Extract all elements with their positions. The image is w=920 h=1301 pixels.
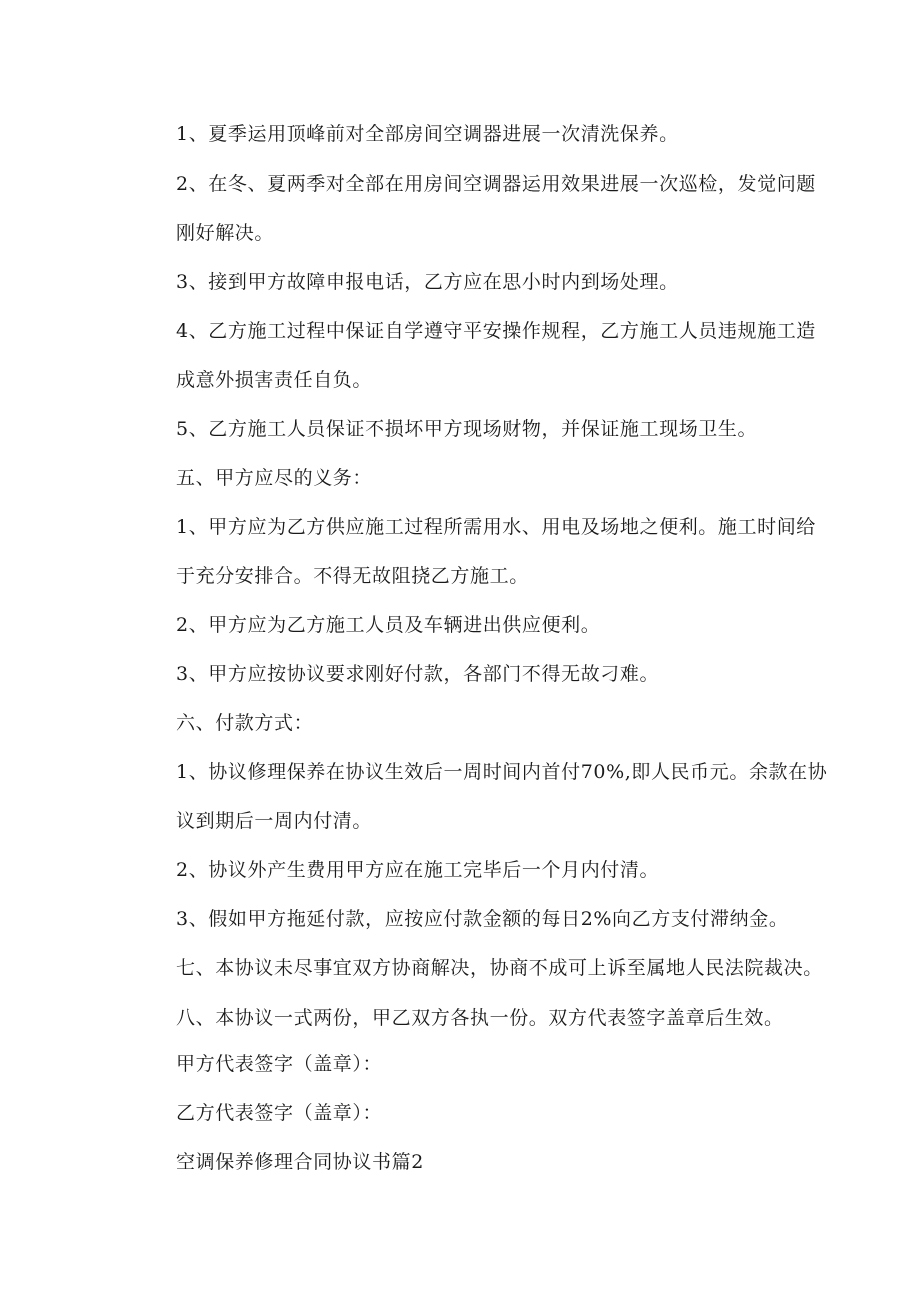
section-6-heading: 六、付款方式：: [176, 712, 314, 734]
party-b-signature: 乙方代表签字（盖章）：: [176, 1102, 383, 1124]
next-article-title: 空调保养修理合同协议书篇2: [176, 1151, 424, 1173]
clause-6-item-1-cont: 议到期后一周内付清。: [176, 810, 373, 832]
clause-4-item-3: 3、接到甲方故障申报电话，乙方应在思小时内到场处理。: [176, 271, 679, 293]
clause-5-item-1: 1、甲方应为乙方供应施工过程所需用水、用电及场地之便利。施工时间给: [176, 516, 816, 538]
clause-5-item-3: 3、甲方应按协议要求刚好付款，各部门不得无故刁难。: [176, 663, 660, 685]
clause-6-item-1: 1、协议修理保养在协议生效后一周时间内首付70%,即人民币元。余款在协: [176, 761, 828, 783]
clause-4-item-2-cont: 刚好解决。: [176, 222, 275, 244]
section-5-heading: 五、甲方应尽的义务：: [176, 467, 373, 489]
clause-4-item-2: 2、在冬、夏两季对全部在用房间空调器运用效果进展一次巡检，发觉问题: [176, 173, 816, 195]
clause-4-item-4-cont: 成意外损害责任自负。: [176, 369, 373, 391]
clause-4-item-1: 1、夏季运用顶峰前对全部房间空调器进展一次清洗保养。: [176, 123, 679, 145]
clause-6-item-2: 2、协议外产生费用甲方应在施工完毕后一个月内付清。: [176, 859, 660, 881]
clause-4-item-4: 4、乙方施工过程中保证自学遵守平安操作规程，乙方施工人员违规施工造: [176, 320, 816, 342]
party-a-signature: 甲方代表签字（盖章）：: [176, 1053, 383, 1075]
clause-5-item-2: 2、甲方应为乙方施工人员及车辆进出供应便利。: [176, 614, 601, 636]
clause-5-item-1-cont: 于充分安排合。不得无故阻挠乙方施工。: [176, 565, 529, 587]
clause-6-item-3: 3、假如甲方拖延付款，应按应付款金额的每日2%向乙方支付滞纳金。: [176, 908, 789, 930]
clause-4-item-5: 5、乙方施工人员保证不损坏甲方现场财物，并保证施工现场卫生。: [176, 418, 758, 440]
section-7: 七、本协议未尽事宜双方协商解决，协商不成可上诉至属地人民法院裁决。: [176, 957, 823, 979]
section-8: 八、本协议一式两份，甲乙双方各执一份。双方代表签字盖章后生效。: [176, 1007, 784, 1029]
